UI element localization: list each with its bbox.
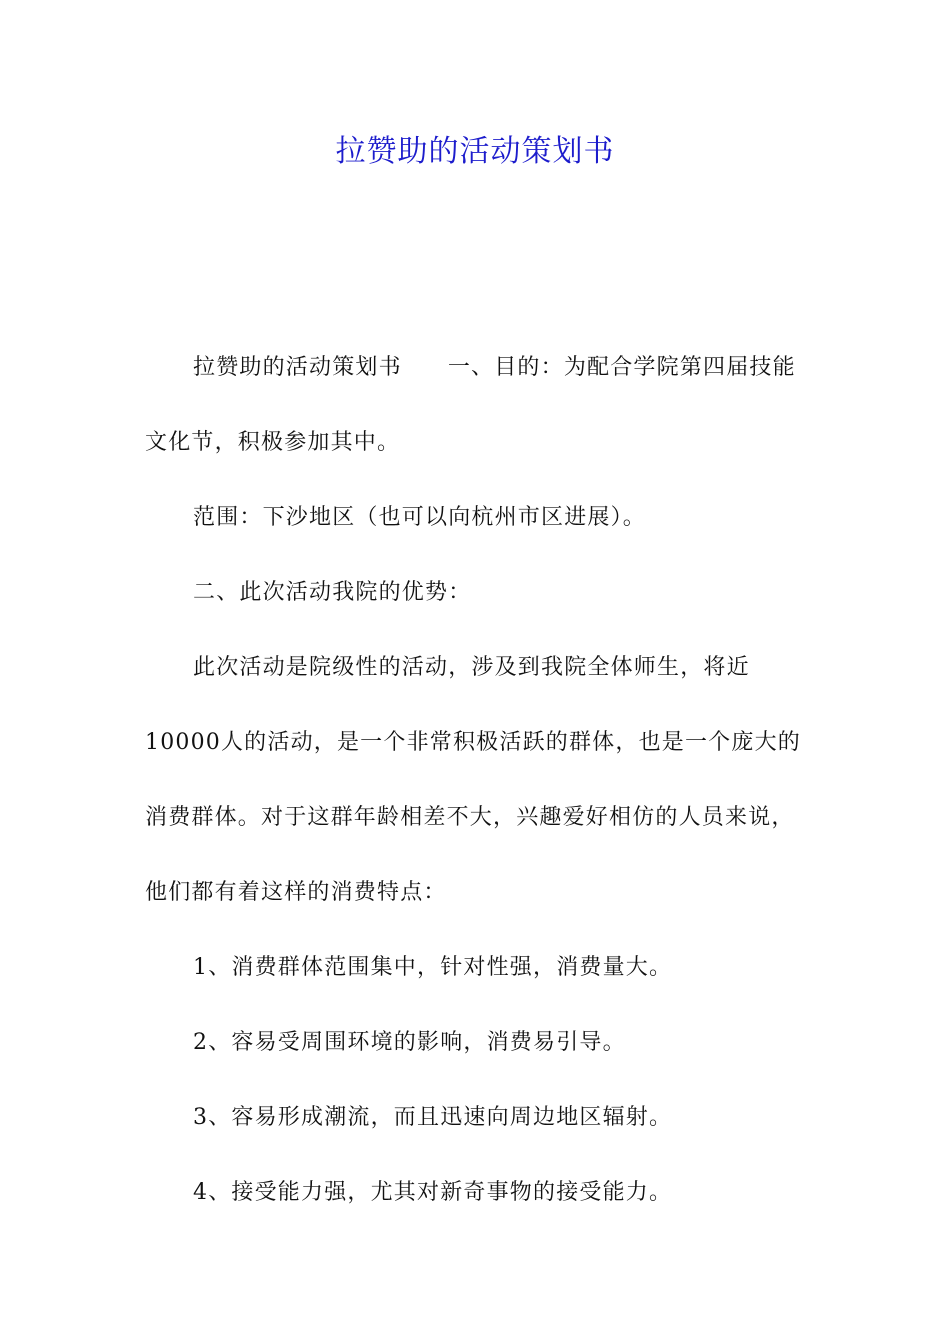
list-item: 4、接受能力强，尤其对新奇事物的接受能力。 [193,1180,673,1205]
paragraph-text: 一、目的：为配合学院第四届技能文化节，积极参加其中。 [145,355,796,455]
document-title: 拉赞助的活动策划书 [335,134,615,169]
paragraph-scope: 范围：下沙地区（也可以向杭州市区进展）。 [193,505,647,530]
paragraph-intro [145,330,807,480]
document-body [145,330,807,1230]
paragraph-lead: 拉赞助的活动策划书 [193,355,402,380]
list-item: 3、容易形成潮流，而且迅速向周边地区辐射。 [193,1105,673,1130]
paragraph-advantages-heading: 二、此次活动我院的优势： [193,580,472,605]
list-item: 1、消费群体范围集中，针对性强，消费量大。 [193,955,673,980]
paragraph-advantages-body: 此次活动是院级性的活动，涉及到我院全体师生，将近10000人的活动，是一个非常积极活跃的群体，也是一个庞大的消费群体。对于这群年龄相差不大，兴趣爱好相仿的人员来说，他们都有着这样的消费特点： [145,655,801,905]
list-item: 2、容易受周围环境的影响，消费易引导。 [193,1030,626,1055]
